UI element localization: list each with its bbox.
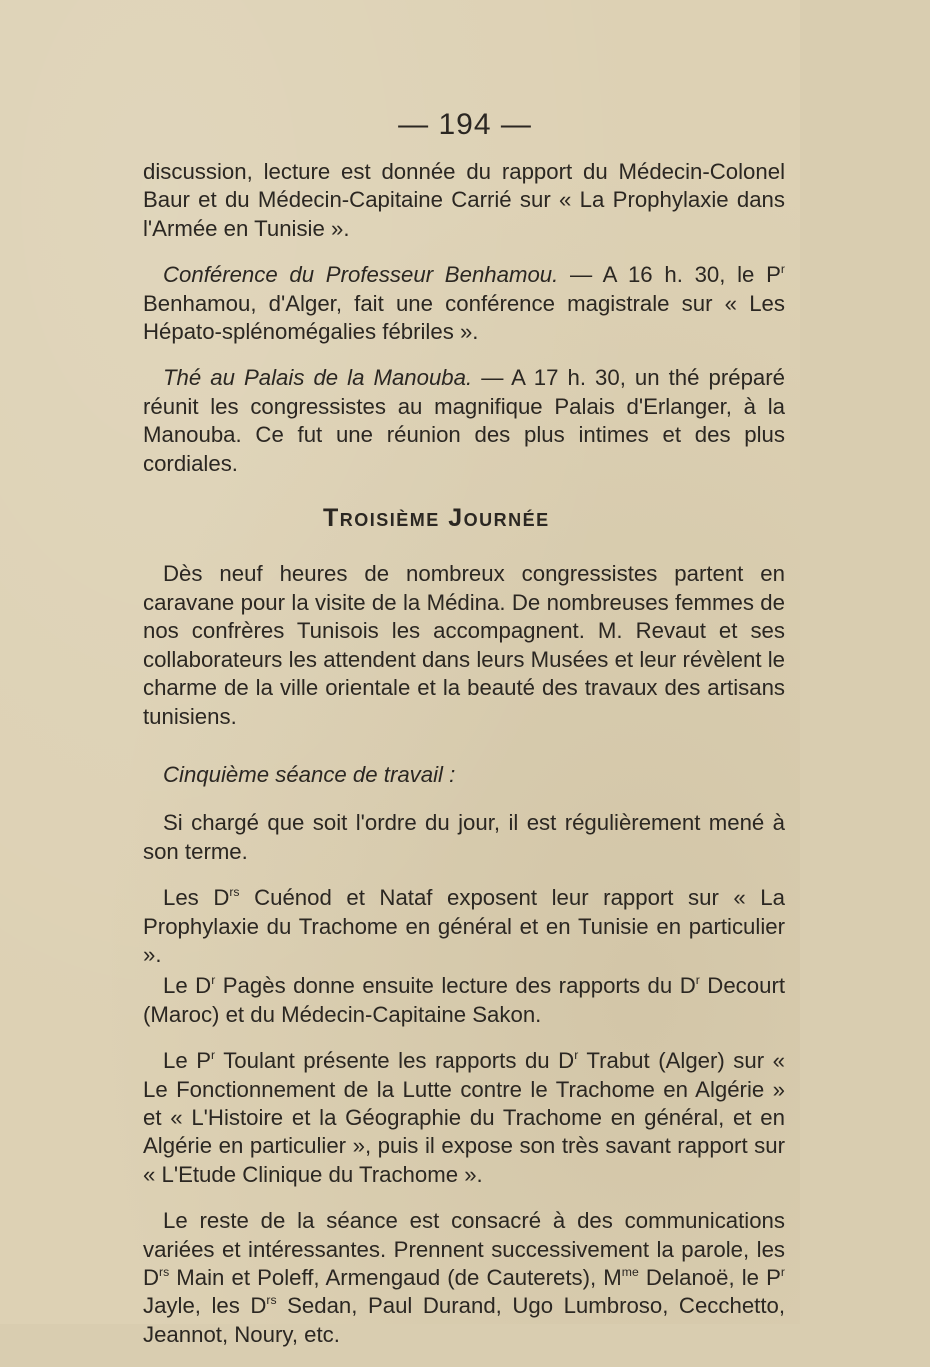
paragraph-toulant: Le $P^r$ Toulant présente les rapports du $D^r$ Trabut (Alger) sur « Le Fonctionnement de la Lutte contre le Trachome en Algérie » et « L'Histoire et la Géographie du Trachome en général, et en Algérie en particulier », puis il expose son très savant rapport sur « L'Etude Clinique du Trachome ». (143, 1048, 785, 1187)
paragraph-medina: Dès neuf heures de nombreux congressistes partent en caravane pour la visite de la Médina. De nombreuses femmes de nos confrères Tunisois les accompagnent. M. Revaut et ses collaborateurs les attendent dans leurs Musées et leur révèlent le charme de la ville orientale et la beauté des travaux des artisans tunisiens. (143, 561, 785, 729)
section-heading: Troisième Journée (323, 504, 550, 533)
run-in-heading-conference: Conférence du Professeur Benhamou. (163, 262, 559, 288)
body-text (143, 158, 785, 1367)
paragraph-the-manouba: Thé au Palais de la Manouba. — A 17 h. 30, un thé préparé réunit les congressistes au magnifique Palais d'Erlanger, à la Manouba. Ce fut une réunion des plus intimes et des plus cordiales. (143, 365, 785, 476)
subheading-seance: Cinquième séance de travail : (163, 761, 456, 787)
paragraph-pages: Le $D^r$ Pagès donne ensuite lecture des rapports du $D^r$ Decourt (Maroc) et du Médecin-Capitaine Sakon. (143, 973, 785, 1027)
page-number: — 194 — (398, 108, 532, 141)
paragraph-cuenod-nataf: Les $D^{rs}$ Cuénod et Nataf exposent leur rapport sur « La Prophylaxie du Trachome en général et en Tunisie en particulier ». (143, 884, 785, 967)
paragraph-ordre-du-jour: Si chargé que soit l'ordre du jour, il est régulièrement mené à son terme. (143, 810, 785, 864)
paragraph-communications: Le reste de la séance est consacré à des communications variées et intéressantes. Prennent successivement la parole, les $D^{rs}$ Main et Poleff, Armengaud (de Cauterets), $M^{me}$ Delanoë, le $P^r$ Jayle, les $D^{rs}$ Sedan, Paul Durand, Ugo Lumbroso, Cecchetto, Jeannot, Noury, etc. (143, 1208, 785, 1347)
run-in-heading-the: Thé au Palais de la Manouba. (163, 365, 473, 391)
paragraph-1: discussion, lecture est donnée du rapport du Médecin-Colonel Baur et du Médecin-Capitaine Carrié sur « La Prophylaxie dans l'Armée en Tunisie ». (143, 159, 785, 241)
paragraph-conference: Conférence du Professeur Benhamou. — A 16 h. 30, le $P^r$ Benhamou, d'Alger, fait une conférence magistrale sur « Les Hépato-splénomégalies fébriles ». (143, 262, 785, 345)
